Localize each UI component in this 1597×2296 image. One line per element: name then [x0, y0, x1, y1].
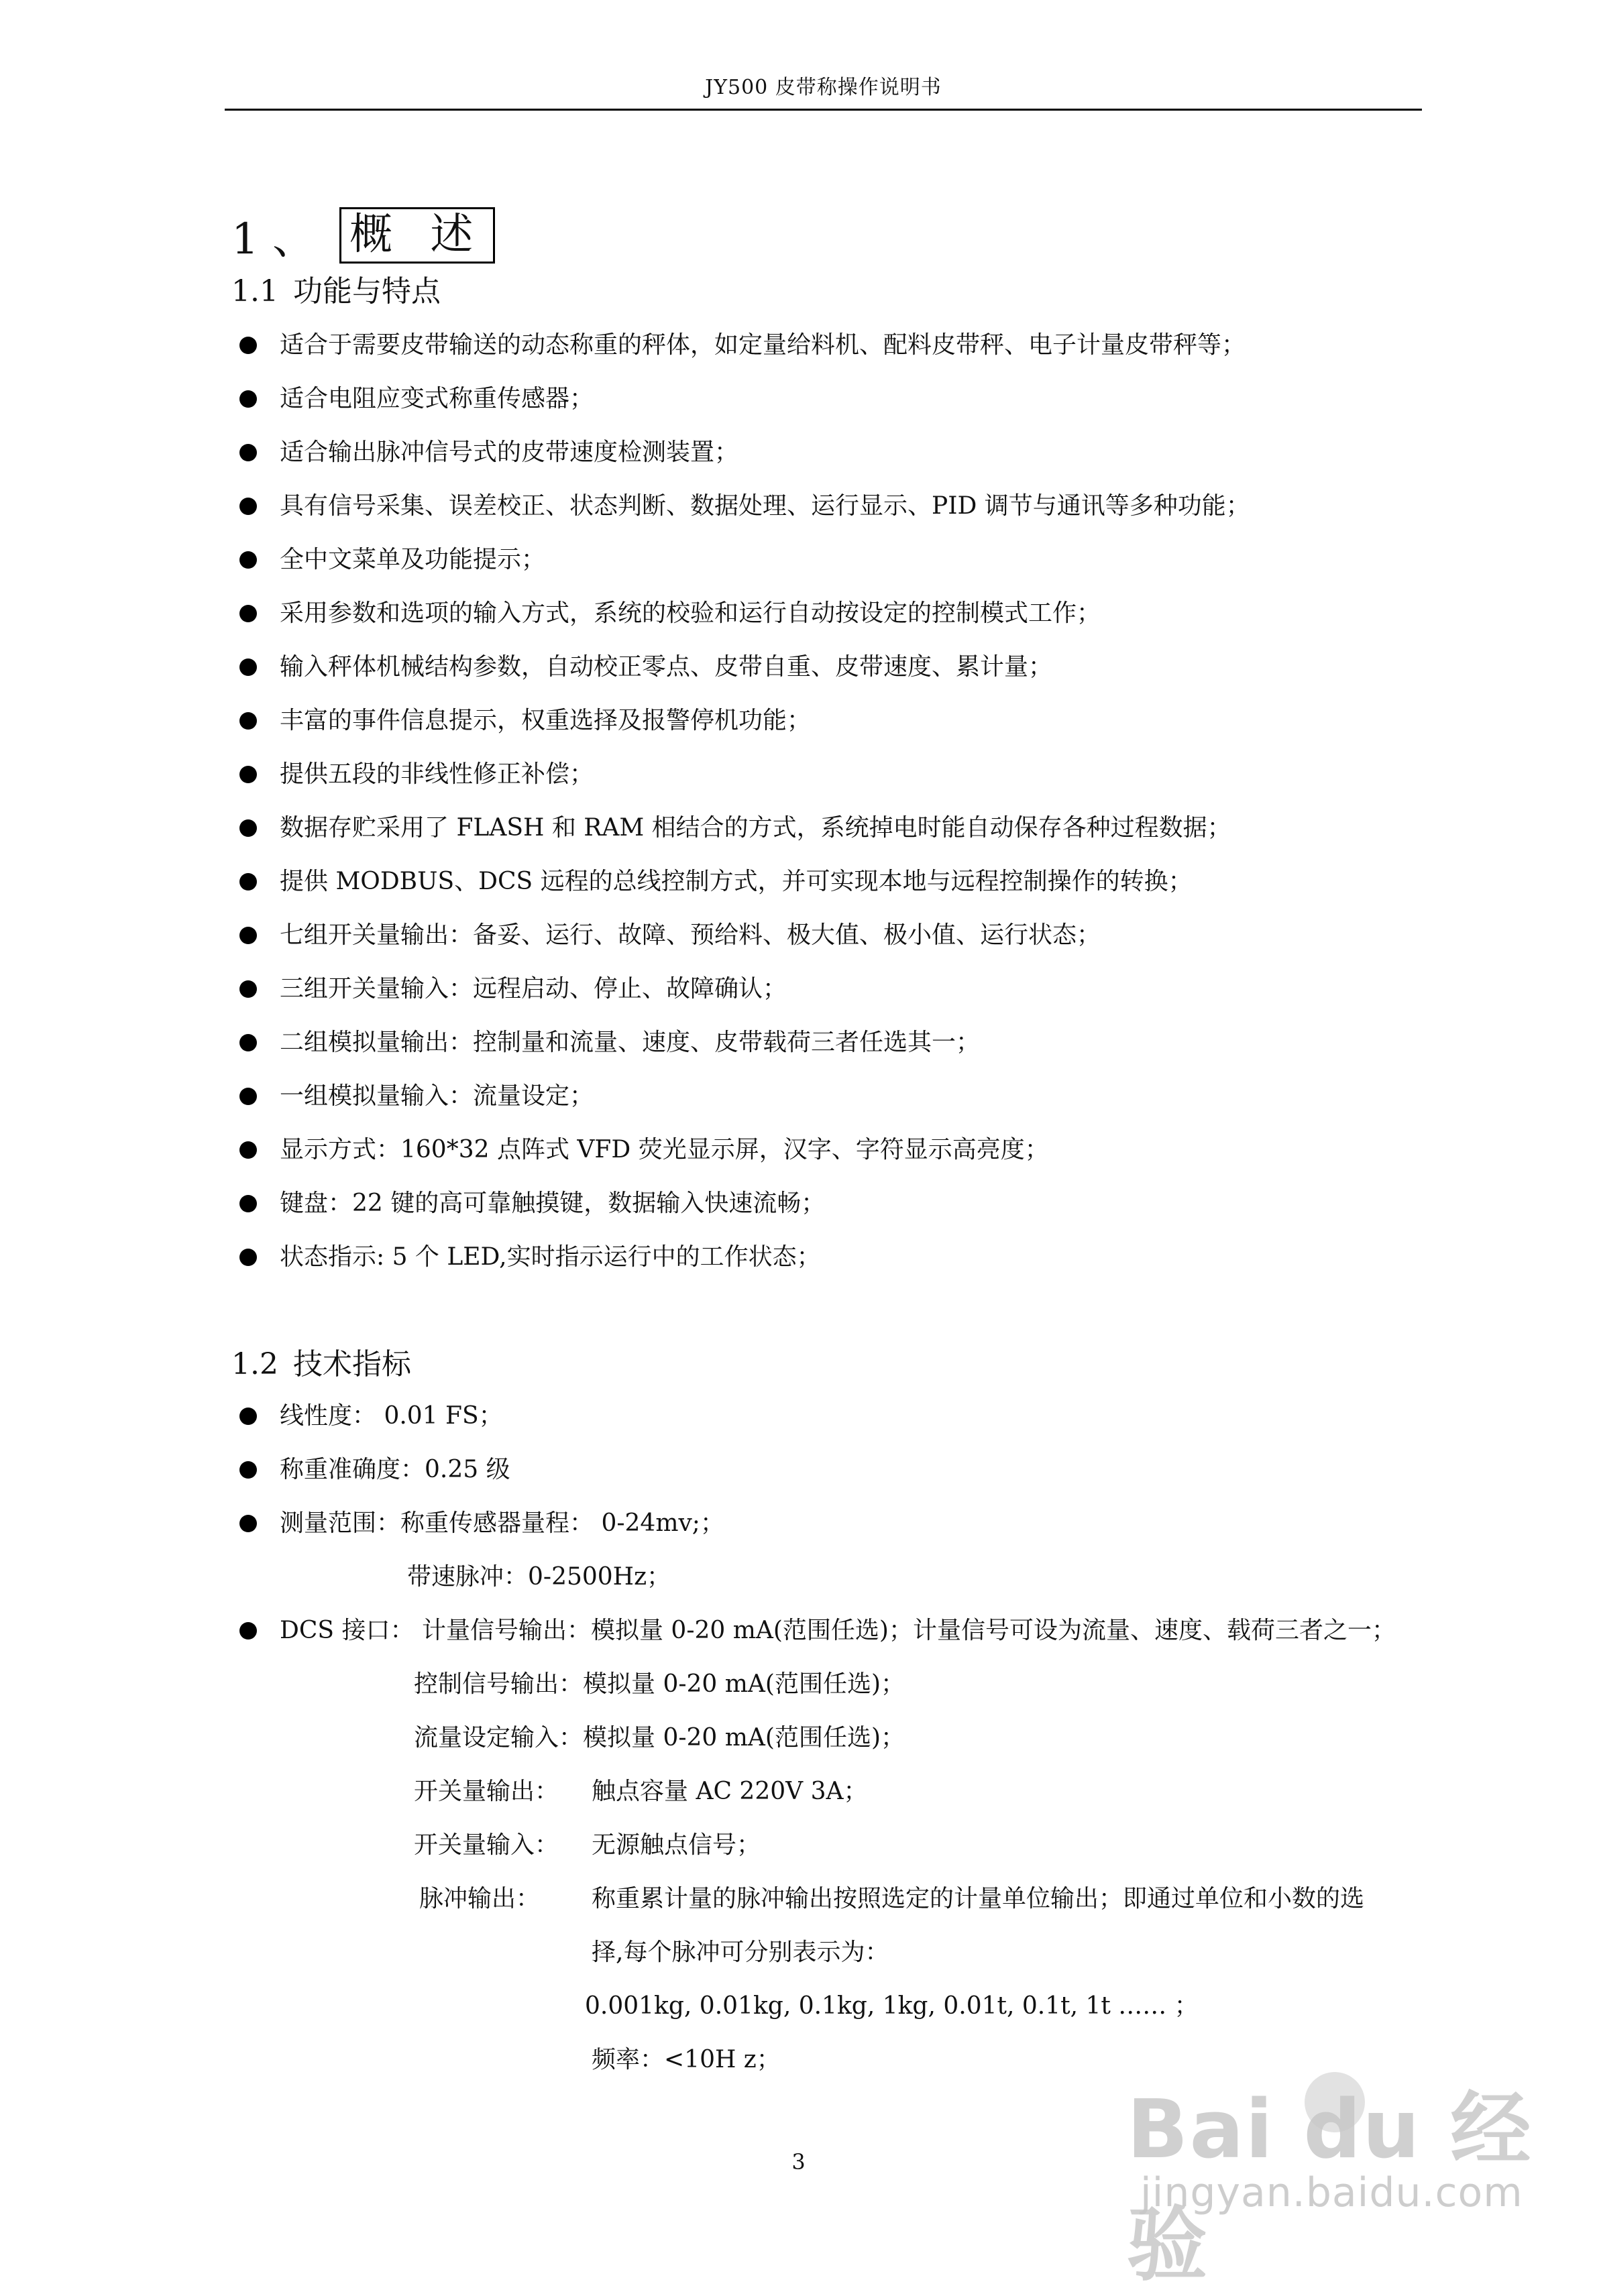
spec-label: 测量范围： [280, 1509, 401, 1537]
spec-value: 计量信号输出：模拟量 0-20 mA(范围任选)；计量信号可设为流量、速度、载荷三者之一； [421, 1617, 1396, 1644]
list-item [231, 372, 1439, 426]
bullet-icon [239, 390, 257, 408]
bullet-icon [239, 498, 257, 515]
list-item-text: 采用参数和选项的输入方式，系统的校验和运行自动按设定的控制模式工作； [280, 599, 1101, 627]
spec-value: 无源触点信号； [592, 1831, 761, 1859]
list-item-text: 适合于需要皮带输送的动态称重的秤体，如定量给料机、配料皮带秤、电子计量皮带秤等； [280, 331, 1246, 359]
dcs-switch-input [414, 1819, 761, 1872]
list-item [231, 533, 1439, 587]
spec-text: 线性度： 0.01 FS； [280, 1402, 503, 1430]
spec-range [231, 1497, 1439, 1550]
list-item-text: 提供 MODBUS、DCS 远程的总线控制方式，并可实现本地与远程控制操作的转换； [280, 868, 1193, 895]
list-item-text: 适合电阻应变式称重传感器； [280, 385, 594, 412]
dcs-control-output: 控制信号输出：模拟量 0-20 mA(范围任选)； [414, 1670, 905, 1698]
dcs-switch-output [414, 1765, 868, 1819]
list-item-text: 键盘：22 键的高可靠触摸键，数据输入快速流畅； [280, 1190, 826, 1217]
list-item [231, 1070, 1439, 1123]
bullet-icon [239, 873, 257, 891]
list-item-text: 显示方式：160*32 点阵式 VFD 荧光显示屏，汉字、字符显示高亮度； [280, 1136, 1049, 1163]
spec-label: 脉冲输出： [419, 1885, 541, 1912]
bullet-icon [239, 1034, 257, 1051]
bullet-icon [239, 1141, 257, 1159]
section-heading-1-1 [231, 267, 441, 310]
bullet-icon [239, 1515, 257, 1532]
list-item-text: 状态指示: 5 个 LED,实时指示运行中的工作状态； [280, 1243, 821, 1271]
section-heading-1-2 [231, 1340, 411, 1383]
list-item [231, 426, 1439, 479]
spec-label: DCS 接口： [280, 1617, 415, 1644]
list-item [231, 587, 1439, 640]
bullet-icon [239, 1461, 257, 1479]
list-item [231, 694, 1439, 748]
list-item-text: 二组模拟量输出：控制量和流量、速度、皮带载荷三者任选其一； [280, 1029, 981, 1056]
bullet-icon [239, 819, 257, 837]
list-item [231, 1177, 1439, 1230]
bullet-icon [239, 551, 257, 569]
list-item-text: 全中文菜单及功能提示； [280, 546, 546, 573]
bullet-icon [239, 337, 257, 354]
list-item-text: 数据存贮采用了 FLASH 和 RAM 相结合的方式，系统掉电时能自动保存各种过程数据； [280, 814, 1231, 842]
feature-list [231, 319, 1439, 1284]
list-item-text: 具有信号采集、误差校正、状态判断、数据处理、运行显示、PID 调节与通讯等多种功能； [280, 492, 1250, 520]
dcs-pulse-units: 0.001kg, 0.01kg, 0.1kg, 1kg, 0.01t, 0.1t, 1t …… ； [585, 1992, 1199, 2020]
bullet-icon [239, 712, 257, 730]
spec-value: 触点容量 AC 220V 3A； [592, 1778, 868, 1805]
dcs-list [231, 1604, 1439, 1658]
bullet-icon [239, 927, 257, 944]
list-item [231, 1230, 1439, 1284]
list-item-text: 适合输出脉冲信号式的皮带速度检测装置； [280, 439, 739, 466]
list-item-text: 丰富的事件信息提示，权重选择及报警停机功能； [280, 707, 812, 734]
spec-range-pulse: 带速脉冲：0-2500Hz； [407, 1563, 671, 1591]
bullet-icon [239, 1088, 257, 1105]
dcs-pulse-frequency: 频率：<10H z； [592, 2046, 781, 2073]
bullet-icon [239, 605, 257, 622]
list-item-text: 提供五段的非线性修正补偿； [280, 760, 594, 788]
watermark-logo: Bai du 经验 [1127, 2083, 1533, 2292]
watermark-url: jingyan.baidu.com [1140, 2169, 1523, 2216]
list-item [231, 962, 1439, 1016]
list-item [231, 479, 1439, 533]
bullet-icon [239, 980, 257, 998]
bullet-icon [239, 444, 257, 461]
bullet-icon [239, 1195, 257, 1212]
spec-value: 称重传感器量程： 0-24mv;； [400, 1509, 724, 1537]
list-item [231, 640, 1439, 694]
spec-label: 开关量输入： [414, 1831, 559, 1859]
list-item-text: 输入秤体机械结构参数，自动校正零点、皮带自重、皮带速度、累计量； [280, 653, 1053, 681]
list-item-text: 七组开关量输出：备妥、运行、故障、预给料、极大值、极小值、运行状态； [280, 921, 1101, 949]
spec-text [280, 1497, 724, 1550]
section-number: 1.2 [231, 1347, 278, 1381]
list-item [231, 909, 1439, 962]
bullet-icon [239, 1408, 257, 1425]
section-title: 技术指标 [292, 1347, 411, 1381]
spec-accuracy [231, 1443, 1439, 1497]
document-header-title: JY500 皮带称操作说明书 [705, 76, 942, 99]
bullet-icon [239, 1622, 257, 1640]
chapter-number: 1 、 [231, 215, 316, 264]
spec-text [280, 1604, 1396, 1658]
list-item [231, 855, 1439, 909]
chapter-title: 概 述 [339, 207, 495, 264]
dcs-pulse-output [419, 1872, 1364, 1926]
dcs-pulse-output-cont: 择,每个脉冲可分别表示为： [592, 1939, 889, 1966]
bullet-icon [239, 1249, 257, 1266]
spec-dcs [231, 1604, 1439, 1658]
header-divider [225, 109, 1422, 111]
list-item [231, 319, 1439, 372]
list-item [231, 1016, 1439, 1070]
list-item-text: 三组开关量输入：远程启动、停止、故障确认； [280, 975, 787, 1002]
list-item [231, 748, 1439, 801]
list-item [231, 801, 1439, 855]
section-title: 功能与特点 [292, 274, 441, 308]
spec-value: 称重累计量的脉冲输出按照选定的计量单位输出；即通过单位和小数的选 [592, 1885, 1365, 1912]
spec-text: 称重准确度：0.25 级 [280, 1456, 510, 1483]
chapter-heading [231, 205, 495, 266]
list-item [231, 1123, 1439, 1177]
spec-list [231, 1389, 1439, 1550]
baidu-jingyan-watermark [1100, 2065, 1570, 2292]
bullet-icon [239, 766, 257, 783]
bullet-icon [239, 658, 257, 676]
page-number: 3 [791, 2149, 806, 2175]
section-number: 1.1 [231, 274, 278, 308]
list-item-text: 一组模拟量输入：流量设定； [280, 1082, 594, 1110]
dcs-flow-input: 流量设定输入：模拟量 0-20 mA(范围任选)； [414, 1724, 905, 1752]
spec-linearity [231, 1389, 1439, 1443]
spec-label: 开关量输出： [414, 1778, 559, 1805]
